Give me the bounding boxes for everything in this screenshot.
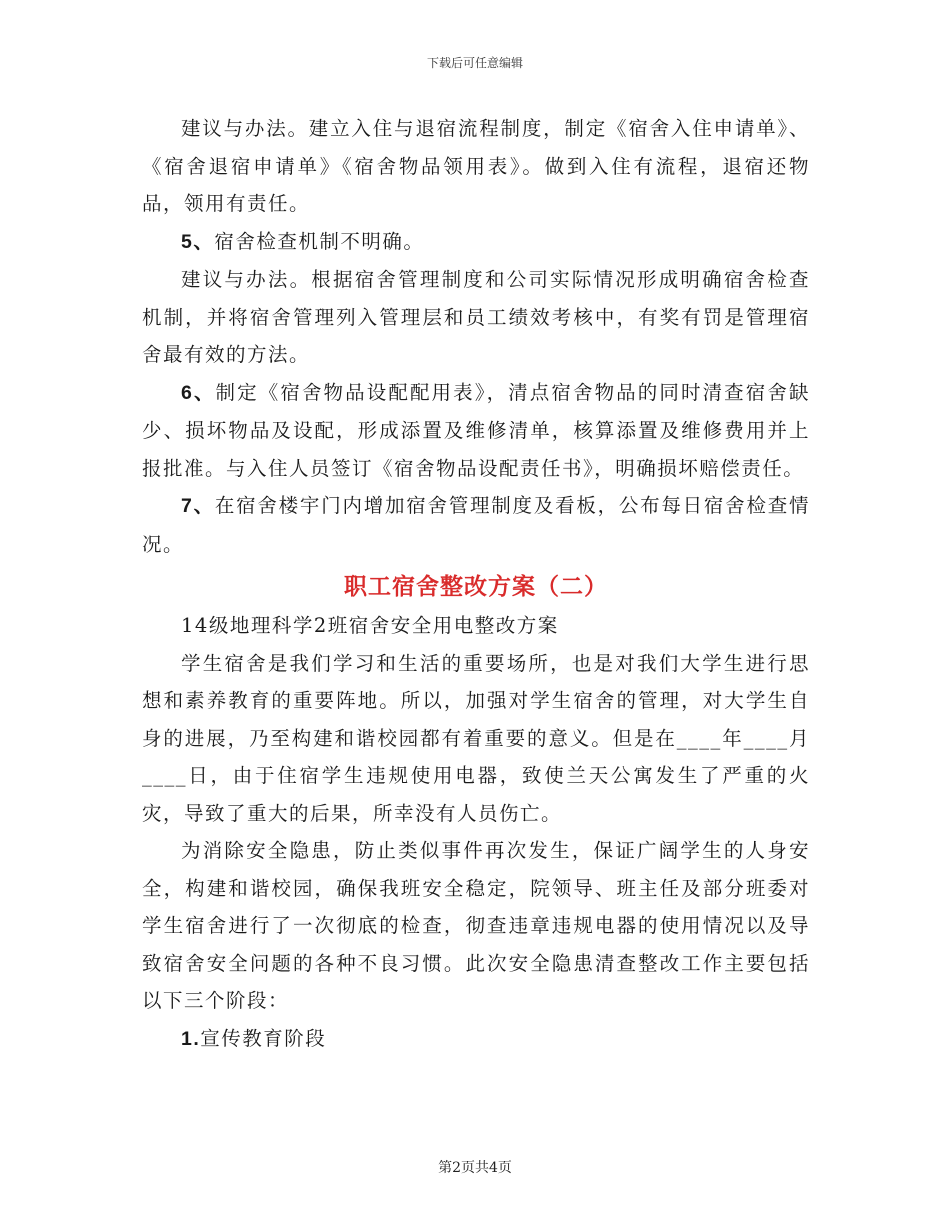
item-text: 在宿舍楼宇门内增加宿舍管理制度及看板，公布每日宿舍检查情况。 [142, 494, 810, 556]
header-note: 下载后可任意编辑 [426, 56, 523, 70]
stage-heading [142, 1020, 810, 1059]
stage-number: 1. [181, 1027, 201, 1050]
stage-label: 宣传教育阶段 [200, 1026, 327, 1050]
document-body [142, 110, 810, 1058]
paragraph: 建议与办法。建立入住与退宿流程制度，制定《宿舍入住申请单》、《宿舍退宿申请单》《宿舍物品领用表》。做到入住有流程，退宿还物品，领用有责任。 [142, 117, 810, 215]
page-number: 第2页共4页 [438, 1160, 512, 1176]
item-number: 6、 [181, 381, 216, 404]
numbered-item-7 [142, 487, 810, 563]
section-subtitle: 14级地理科学2班宿舍安全用电整改方案 [181, 614, 559, 637]
paragraph: 建议与办法。根据宿舍管理制度和公司实际情况形成明确宿舍检查机制，并将宿舍管理列入管理层和员工绩效考核中，有奖有罚是管理宿舍最有效的方法。 [142, 268, 810, 366]
paragraph: 为消除安全隐患，防止类似事件再次发生，保证广阔学生的人身安全，构建和谐校园，确保我班安全稳定，院领导、班主任及部分班委对学生宿舍进行了一次彻底的检查，彻查违章违规电器的使用情况以及导致宿舍安全问题的各种不良习惯。此次安全隐患清查整改工作主要包括以下三个阶段： [142, 839, 810, 1012]
numbered-item-6 [142, 374, 810, 488]
numbered-item-5 [142, 223, 810, 262]
item-text: 宿舍检查机制不明确。 [214, 229, 425, 253]
item-number: 7、 [181, 495, 215, 517]
paragraph: 学生宿舍是我们学习和生活的重要场所，也是对我们大学生进行思想和素养教育的重要阵地。所以，加强对学生宿舍的管理，对大学生自身的进展，乃至构建和谐校园都有着重要的意义。但是在____年____月____日，由于住宿学生违规使用电器，致使兰天公寓发生了严重的火灾，导致了重大的后果，所幸没有人员伤亡。 [142, 651, 810, 825]
section-title: 职工宿舍整改方案（二） [344, 573, 608, 600]
item-text: 制定《宿舍物品设配配用表》，清点宿舍物品的同时清查宿舍缺少、损坏物品及设配，形成添置及维修清单，核算添置及维修费用并上报批准。与入住人员签订《宿舍物品设配责任书》，明确损坏赔偿责任。 [142, 380, 810, 480]
item-number: 5、 [181, 230, 215, 253]
